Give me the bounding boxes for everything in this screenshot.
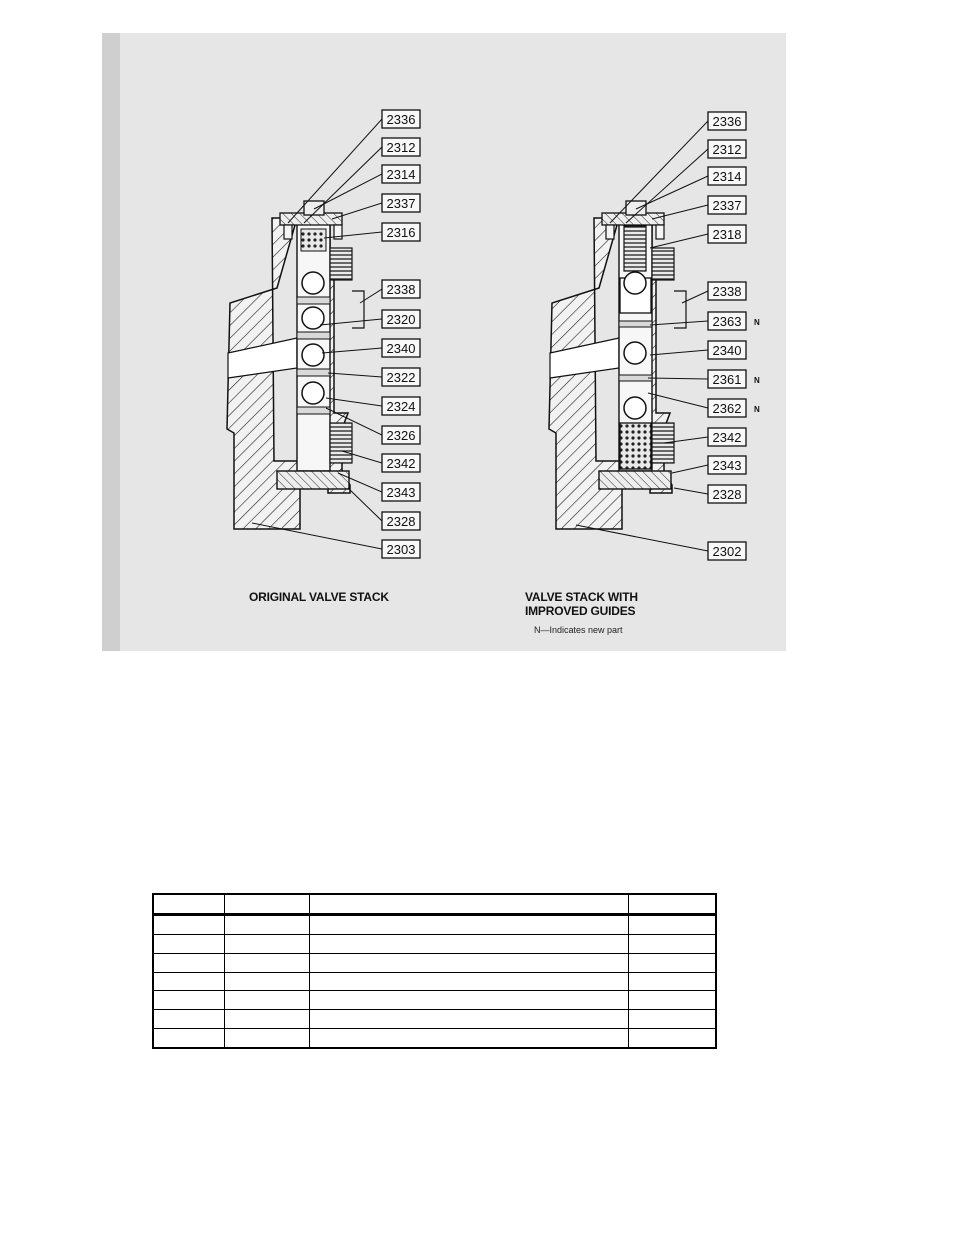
part-number-label: 2320 xyxy=(386,312,416,327)
table-row xyxy=(153,953,716,972)
table-cell xyxy=(628,915,716,935)
upper-side-screen xyxy=(652,248,674,280)
table-cell xyxy=(628,934,716,953)
part-number-label: 2340 xyxy=(712,343,742,358)
leader-line xyxy=(348,488,382,521)
table-cell xyxy=(309,1029,628,1048)
part-number-label: 2337 xyxy=(386,196,416,211)
part-number-label: 2314 xyxy=(712,169,742,184)
part-number-label: 2302 xyxy=(712,544,742,559)
leader-line xyxy=(332,203,382,219)
part-number-label: 2326 xyxy=(386,428,416,443)
bottom-plug xyxy=(277,471,349,489)
strainer-screen xyxy=(620,423,651,469)
upper-side-screen xyxy=(330,248,352,280)
table-cell xyxy=(224,915,309,935)
improved-valve-guide xyxy=(619,321,652,327)
part-number-label: 2303 xyxy=(386,542,416,557)
bottom-plug xyxy=(599,471,671,489)
right-caption-line2: IMPROVED GUIDES xyxy=(525,604,636,618)
part-number-label: 2328 xyxy=(386,514,416,529)
leader-line xyxy=(610,121,708,223)
leader-line xyxy=(674,488,708,494)
part-number-label: 2328 xyxy=(712,487,742,502)
header-cell-4 xyxy=(628,894,716,915)
valve-guide xyxy=(297,407,330,414)
cap-screw-right xyxy=(656,225,664,239)
new-part-marker: N xyxy=(754,318,760,327)
part-number-label: 2361 xyxy=(712,372,742,387)
leader-line xyxy=(328,373,382,377)
new-part-marker: N xyxy=(754,405,760,414)
leader-line xyxy=(252,523,382,549)
scanned-diagram-panel xyxy=(102,33,786,651)
part-number-label: 2336 xyxy=(386,112,416,127)
new-part-marker: N xyxy=(754,376,760,385)
table-cell xyxy=(224,972,309,991)
part-number-label: 2318 xyxy=(712,227,742,242)
part-number-label: 2312 xyxy=(386,140,416,155)
part-number-label: 2336 xyxy=(712,114,742,129)
valve-spring xyxy=(624,226,646,271)
part-number-label: 2314 xyxy=(386,167,416,182)
table-row xyxy=(153,915,716,935)
valve-guide xyxy=(297,332,330,339)
left-diagram-caption xyxy=(249,590,389,604)
table-header-row xyxy=(153,894,716,915)
lower-side-screen xyxy=(652,423,674,463)
parts-table xyxy=(152,893,717,1049)
scan-edge-shadow xyxy=(102,33,120,651)
table-cell xyxy=(628,991,716,1010)
table-cell xyxy=(309,915,628,935)
table-cell xyxy=(153,915,224,935)
new-part-legend: N—Indicates new part xyxy=(534,625,623,635)
pilot-screen xyxy=(301,229,326,251)
parts-table-header xyxy=(153,894,716,915)
table-cell xyxy=(309,1010,628,1029)
table-cell xyxy=(153,1029,224,1048)
table-cell xyxy=(224,1010,309,1029)
side-port-outline xyxy=(352,291,364,328)
part-number-label: 2322 xyxy=(386,370,416,385)
leader-line xyxy=(324,232,382,238)
table-cell xyxy=(309,934,628,953)
table-cell xyxy=(153,1010,224,1029)
leader-line xyxy=(650,350,708,355)
leader-line xyxy=(304,147,382,223)
check-ball xyxy=(302,382,324,404)
part-number-label: 2343 xyxy=(712,458,742,473)
part-number-label: 2324 xyxy=(386,399,416,414)
table-cell xyxy=(153,934,224,953)
header-cell-3 xyxy=(309,894,628,915)
table-row xyxy=(153,1029,716,1048)
check-ball xyxy=(302,344,324,366)
leader-line xyxy=(672,465,708,473)
part-number-label: 2363 xyxy=(712,314,742,329)
part-number-label: 2312 xyxy=(712,142,742,157)
check-ball xyxy=(624,397,646,419)
table-cell xyxy=(153,991,224,1010)
valve-guide xyxy=(297,297,330,304)
cap-screw-left xyxy=(284,225,292,239)
table-cell xyxy=(224,934,309,953)
part-number-label: 2338 xyxy=(386,282,416,297)
table-row xyxy=(153,934,716,953)
valve-stack-diagram xyxy=(102,33,786,651)
check-ball xyxy=(624,342,646,364)
header-cell-2 xyxy=(224,894,309,915)
right-diagram-caption xyxy=(525,590,638,618)
check-ball xyxy=(302,272,324,294)
valve-guide xyxy=(297,369,330,376)
cap-screw-left xyxy=(606,225,614,239)
table-cell xyxy=(628,972,716,991)
leader-line xyxy=(648,393,708,408)
table-cell xyxy=(224,953,309,972)
part-number-label: 2362 xyxy=(712,401,742,416)
part-number-label: 2343 xyxy=(386,485,416,500)
table-row xyxy=(153,1010,716,1029)
table-cell xyxy=(628,1029,716,1048)
leader-line xyxy=(652,205,708,219)
leader-line xyxy=(650,321,708,325)
right-caption-line1: VALVE STACK WITH xyxy=(525,590,638,604)
table-cell xyxy=(628,953,716,972)
part-number-label: 2316 xyxy=(386,225,416,240)
left-caption-line1: ORIGINAL VALVE STACK xyxy=(249,590,389,604)
leader-line xyxy=(626,149,708,223)
part-number-label: 2337 xyxy=(712,198,742,213)
part-number-label: 2338 xyxy=(712,284,742,299)
table-cell xyxy=(153,972,224,991)
table-cell xyxy=(628,1010,716,1029)
table-cell xyxy=(153,953,224,972)
table-cell xyxy=(224,1029,309,1048)
table-row xyxy=(153,972,716,991)
part-number-label: 2342 xyxy=(386,456,416,471)
part-number-label: 2342 xyxy=(712,430,742,445)
lower-side-screen xyxy=(330,423,352,463)
check-ball xyxy=(624,272,646,294)
table-row xyxy=(153,991,716,1010)
improved-valve-guide xyxy=(619,375,652,381)
parts-table-body xyxy=(153,915,716,1049)
leader-line xyxy=(314,174,382,209)
header-cell-1 xyxy=(153,894,224,915)
table-cell xyxy=(224,991,309,1010)
part-number-label: 2340 xyxy=(386,341,416,356)
check-ball xyxy=(302,307,324,329)
leader-line xyxy=(648,378,708,379)
table-cell xyxy=(309,953,628,972)
table-cell xyxy=(309,972,628,991)
leader-line xyxy=(576,525,708,551)
table-cell xyxy=(309,991,628,1010)
